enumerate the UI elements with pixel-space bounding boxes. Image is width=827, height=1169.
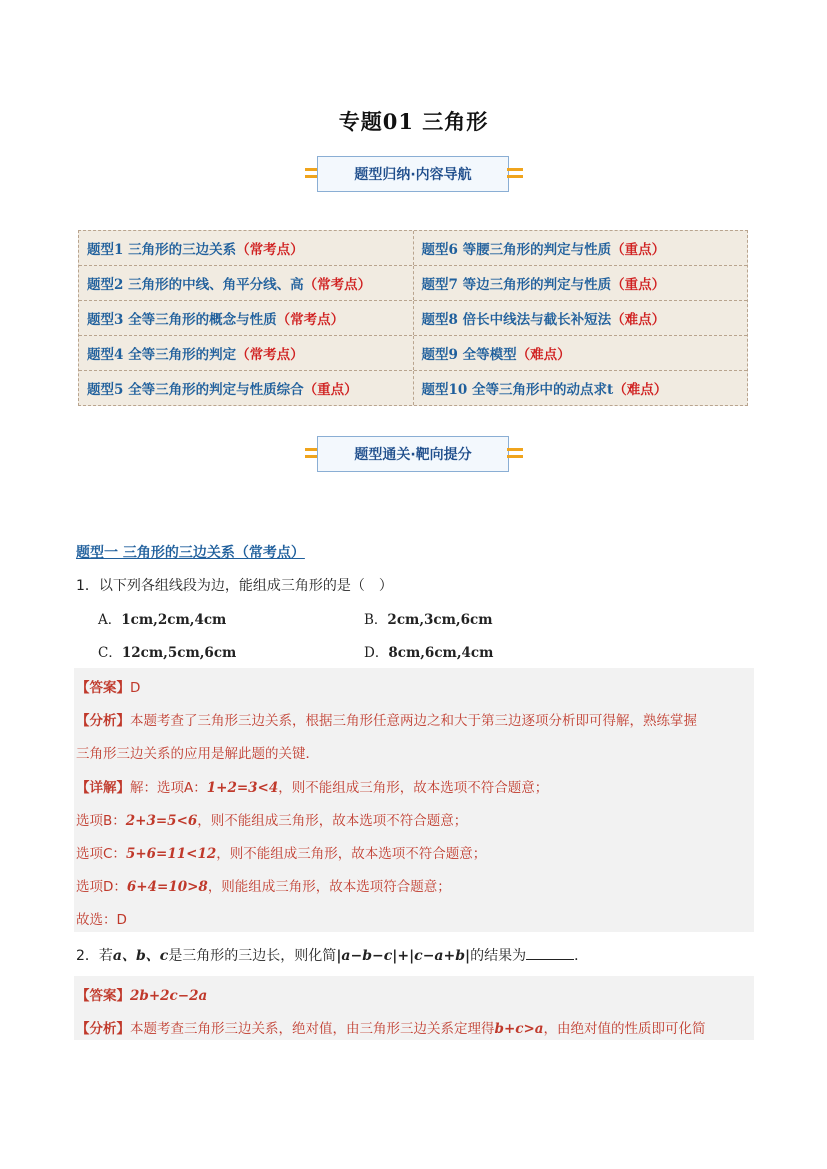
question-text: ． xyxy=(574,948,589,964)
topic-tag: （常考点） xyxy=(236,347,304,363)
topic-name: 题型3 全等三角形的概念与性质 xyxy=(87,312,277,328)
detail-text: ，则不能组成三角形，故本选项不符合题意； xyxy=(278,780,549,796)
question-text: 的结果为 xyxy=(470,948,527,964)
detail-option-c xyxy=(76,842,486,862)
topic-item[interactable] xyxy=(79,231,413,265)
nav-banner xyxy=(305,156,523,196)
topic-row xyxy=(79,335,747,370)
topic-name: 题型1 三角形的三边关系 xyxy=(87,242,237,258)
option-value: 8cm,6cm,4cm xyxy=(388,645,494,661)
topic-item[interactable] xyxy=(413,231,748,265)
option-value: 12cm,5cm,6cm xyxy=(121,645,237,661)
question-text: 2．若 xyxy=(76,948,113,964)
topic-tag: （难点） xyxy=(611,312,666,328)
option-label: B． xyxy=(364,612,388,628)
topic-item[interactable] xyxy=(413,371,748,405)
analysis-1-line-2: 三角形三边关系的应用是解此题的关键． xyxy=(76,746,319,762)
option-d xyxy=(364,641,493,661)
topic-name: 题型4 全等三角形的判定 xyxy=(87,347,237,363)
detail-text: 解：选项A： xyxy=(130,780,207,796)
option-label: C． xyxy=(98,645,122,661)
question-2-stem xyxy=(76,945,588,965)
answer-label: 【答案】 xyxy=(76,988,130,1004)
detail-text: ，则不能组成三角形，故本选项不符合题意； xyxy=(216,846,487,862)
question-1-stem: 1．以下列各组线段为边，能组成三角形的是（ ） xyxy=(76,578,393,594)
detail-text: ，则不能组成三角形，故本选项不符合题意； xyxy=(197,813,468,829)
topic-item[interactable] xyxy=(79,336,413,370)
topic-tag: （重点） xyxy=(303,382,358,398)
analysis-label: 【分析】 xyxy=(76,713,130,729)
section-heading: 题型一 三角形的三边关系（常考点） xyxy=(76,545,305,561)
topic-name: 题型7 等边三角形的判定与性质 xyxy=(421,277,612,293)
answer-value: 2b+2c−2a xyxy=(130,988,208,1004)
question-vars: a、b、c xyxy=(112,948,169,964)
topic-tag: （难点） xyxy=(516,347,571,363)
option-value: 2cm,3cm,6cm xyxy=(387,612,493,628)
topic-name: 题型10 全等三角形中的动点求t xyxy=(421,382,614,398)
topic-item[interactable] xyxy=(79,301,413,335)
topic-name: 题型9 全等模型 xyxy=(421,347,517,363)
answer-blank xyxy=(526,947,574,960)
page-title: 专题01 三角形 xyxy=(338,109,489,134)
detail-text: ，则能组成三角形，故本选项符合题意； xyxy=(207,879,451,895)
detail-math: 2+3=5<6 xyxy=(125,813,198,829)
topic-item[interactable] xyxy=(413,266,748,300)
detail-text: 选项B： xyxy=(76,813,126,829)
practice-banner-label: 题型通关·靶向提分 xyxy=(317,436,509,472)
topic-tag: （重点） xyxy=(611,242,666,258)
answer-label: 【答案】 xyxy=(76,680,130,696)
topic-name: 题型5 全等三角形的判定与性质综合 xyxy=(87,382,304,398)
option-value: 1cm,2cm,4cm xyxy=(121,612,227,628)
detail-math: 6+4=10>8 xyxy=(126,879,208,895)
question-expression: |a−b−c|+|c−a+b| xyxy=(336,948,471,964)
option-label: D． xyxy=(364,645,389,661)
banner-right-decoration xyxy=(507,445,523,463)
detail-text: 选项C： xyxy=(76,846,126,862)
analysis-text: 本题考查三角形三边关系，绝对值，由三角形三边关系定理得 xyxy=(130,1021,495,1037)
topic-tag: （难点） xyxy=(613,382,668,398)
analysis-1-line-1 xyxy=(76,709,697,729)
detail-text: 选项D： xyxy=(76,879,127,895)
topic-table xyxy=(78,230,748,406)
analysis-text: ，由绝对值的性质即可化简 xyxy=(543,1021,706,1037)
answer-value: D xyxy=(130,680,141,696)
detail-math: 5+6=11<12 xyxy=(125,846,217,862)
detail-label: 【详解】 xyxy=(76,780,130,796)
topic-name: 题型6 等腰三角形的判定与性质 xyxy=(421,242,612,258)
option-c xyxy=(98,641,236,661)
nav-banner-label: 题型归纳·内容导航 xyxy=(317,156,509,192)
topic-tag: （重点） xyxy=(611,277,666,293)
answer-1 xyxy=(76,676,140,696)
topic-item[interactable] xyxy=(79,371,413,405)
topic-name: 题型8 倍长中线法与截长补短法 xyxy=(421,312,612,328)
topic-row xyxy=(79,231,747,265)
detail-option-a xyxy=(76,776,548,796)
topic-item[interactable] xyxy=(413,336,748,370)
answer-2 xyxy=(76,984,207,1004)
practice-banner xyxy=(305,436,523,476)
analysis-math: b+c>a xyxy=(494,1021,544,1037)
topic-row xyxy=(79,370,747,405)
topic-tag: （常考点） xyxy=(236,242,304,258)
topic-row xyxy=(79,265,747,300)
banner-right-decoration xyxy=(507,165,523,183)
topic-item[interactable] xyxy=(79,266,413,300)
detail-math: 1+2=3<4 xyxy=(206,780,279,796)
topic-tag: （常考点） xyxy=(303,277,372,293)
topic-item[interactable] xyxy=(413,301,748,335)
topic-row xyxy=(79,300,747,335)
detail-option-b xyxy=(76,809,467,829)
detail-option-d xyxy=(76,875,451,895)
question-text: 是三角形的三边长，则化简 xyxy=(168,948,337,964)
topic-name: 题型2 三角形的中线、角平分线、高 xyxy=(87,277,304,293)
analysis-label: 【分析】 xyxy=(76,1021,130,1037)
analysis-2 xyxy=(76,1017,706,1037)
analysis-text: 本题考查了三角形三边关系，根据三角形任意两边之和大于第三边逐项分析即可得解，熟练掌握 xyxy=(130,713,697,729)
conclusion-1: 故选：D xyxy=(76,912,127,928)
option-b xyxy=(364,608,493,628)
option-label: A． xyxy=(98,612,122,628)
option-a xyxy=(98,608,226,628)
topic-tag: （常考点） xyxy=(276,312,345,328)
